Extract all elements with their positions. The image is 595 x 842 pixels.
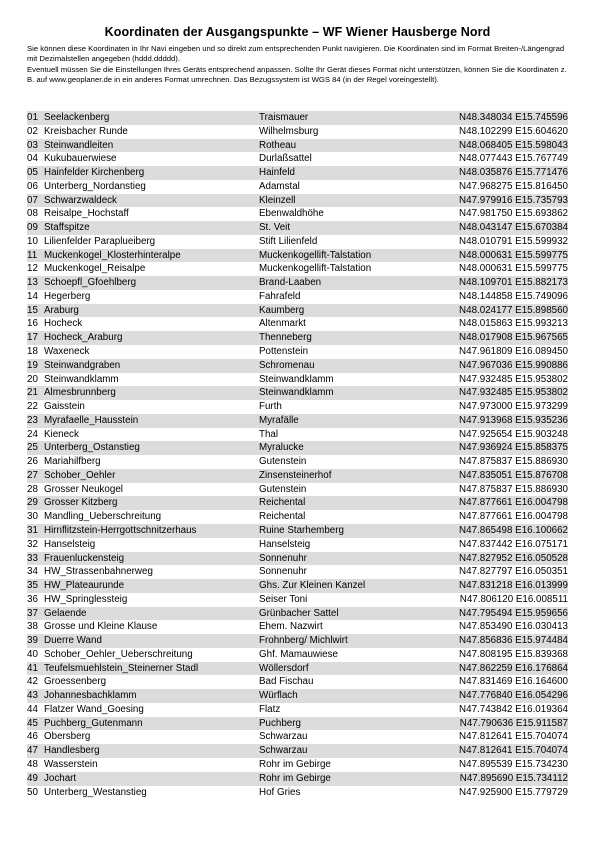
coordinates: N47.936924 E15.858375 — [444, 441, 568, 455]
trail-name: Handlesberg — [42, 744, 259, 758]
trail-name: Staffspitze — [42, 221, 259, 235]
start-location: Altenmarkt — [259, 317, 444, 331]
trail-name: Muckenkogel_Reisalpe — [42, 262, 259, 276]
trail-name: Kukubauerwiese — [42, 152, 259, 166]
table-row — [27, 428, 568, 442]
row-number: 39 — [27, 634, 42, 648]
document-page — [27, 24, 568, 798]
row-number: 28 — [27, 483, 42, 497]
coordinates: N47.856836 E15.974484 — [444, 634, 568, 648]
coordinates-table — [27, 111, 568, 799]
coordinates: N47.776840 E16.054296 — [444, 689, 568, 703]
start-location: Schwarzau — [259, 744, 444, 758]
table-row — [27, 304, 568, 318]
table-row — [27, 166, 568, 180]
trail-name: Flatzer Wand_Goesing — [42, 703, 259, 717]
coordinates: N48.348034 E15.745596 — [444, 111, 568, 125]
row-number: 37 — [27, 607, 42, 621]
row-number: 47 — [27, 744, 42, 758]
row-number: 07 — [27, 194, 42, 208]
coordinates: N47.967036 E15.990886 — [444, 359, 568, 373]
trail-name: HW_Plateaurunde — [42, 579, 259, 593]
start-location: Muckenkogellift-Talstation — [259, 249, 444, 263]
table-row — [27, 703, 568, 717]
trail-name: Hocheck — [42, 317, 259, 331]
table-row — [27, 744, 568, 758]
start-location: Zinsensteinerhof — [259, 469, 444, 483]
row-number: 26 — [27, 455, 42, 469]
start-location: Ghs. Zur Kleinen Kanzel — [259, 579, 444, 593]
start-location: Puchberg — [259, 717, 444, 731]
trail-name: Kieneck — [42, 428, 259, 442]
coordinates: N47.837442 E16.075171 — [444, 538, 568, 552]
table-row — [27, 414, 568, 428]
table-row — [27, 483, 568, 497]
trail-name: Steinwandgraben — [42, 359, 259, 373]
table-row — [27, 207, 568, 221]
coordinates: N47.925654 E15.903248 — [444, 428, 568, 442]
table-row — [27, 524, 568, 538]
table-row — [27, 717, 568, 731]
start-location: Ebenwaldhöhe — [259, 207, 444, 221]
start-location: Wilhelmsburg — [259, 125, 444, 139]
trail-name: HW_Springlessteig — [42, 593, 259, 607]
start-location: Pottenstein — [259, 345, 444, 359]
coordinates: N48.015863 E15.993213 — [444, 317, 568, 331]
trail-name: Grosser Neukogel — [42, 483, 259, 497]
table-row — [27, 552, 568, 566]
trail-name: Schober_Oehler — [42, 469, 259, 483]
coordinates: N47.831218 E16.013999 — [444, 579, 568, 593]
coordinates: N48.000631 E15.599775 — [444, 249, 568, 263]
start-location: Durlaßsattel — [259, 152, 444, 166]
table-row — [27, 125, 568, 139]
row-number: 24 — [27, 428, 42, 442]
row-number: 38 — [27, 620, 42, 634]
coordinates: N47.790636 E15.911587 — [444, 717, 568, 731]
coordinates: N47.913968 E15.935236 — [444, 414, 568, 428]
table-row — [27, 786, 568, 800]
trail-name: Schwarzwaldeck — [42, 194, 259, 208]
row-number: 29 — [27, 496, 42, 510]
table-row — [27, 565, 568, 579]
row-number: 20 — [27, 373, 42, 387]
row-number: 40 — [27, 648, 42, 662]
trail-name: Waxeneck — [42, 345, 259, 359]
trail-name: HW_Strassenbahnerweg — [42, 565, 259, 579]
start-location: Traismauer — [259, 111, 444, 125]
row-number: 01 — [27, 111, 42, 125]
trail-name: Schoepfl_Gfoehlberg — [42, 276, 259, 290]
row-number: 43 — [27, 689, 42, 703]
start-location: Grünbacher Sattel — [259, 607, 444, 621]
trail-name: Kreisbacher Runde — [42, 125, 259, 139]
trail-name: Steinwandleiten — [42, 139, 259, 153]
start-location: Gutenstein — [259, 455, 444, 469]
trail-name: Hegerberg — [42, 290, 259, 304]
table-row — [27, 538, 568, 552]
row-number: 33 — [27, 552, 42, 566]
trail-name: Frauenluckensteig — [42, 552, 259, 566]
trail-name: Teufelsmuehlstein_Steinerner Stadl — [42, 662, 259, 676]
coordinates: N47.875837 E15.886930 — [444, 483, 568, 497]
trail-name: Grosser Kitzberg — [42, 496, 259, 510]
start-location: Reichental — [259, 510, 444, 524]
start-location: Steinwandklamm — [259, 373, 444, 387]
coordinates: N48.000631 E15.599775 — [444, 262, 568, 276]
trail-name: Mandling_Ueberschreitung — [42, 510, 259, 524]
row-number: 50 — [27, 786, 42, 800]
intro-paragraph-2: Eventuell müssen Sie die Einstellungen Ihres Geräts entsprechend anpassen. Sollte Ihr Gerät dieses Format nicht unterstützen, können Sie die Koordinaten z. B. auf www.geoplaner.de in ein anderes Format umrechnen. Das Bezugssystem ist WGS 84 (in der Regel voreingestellt). — [27, 64, 567, 85]
trail-name: Myrafaelle_Hausstein — [42, 414, 259, 428]
trail-name: Hainfelder Kirchenberg — [42, 166, 259, 180]
row-number: 44 — [27, 703, 42, 717]
coordinates: N48.035876 E15.771476 — [444, 166, 568, 180]
trail-name: Mariahilfberg — [42, 455, 259, 469]
row-number: 04 — [27, 152, 42, 166]
row-number: 16 — [27, 317, 42, 331]
start-location: Hof Gries — [259, 786, 444, 800]
coordinates: N48.043147 E15.670384 — [444, 221, 568, 235]
row-number: 32 — [27, 538, 42, 552]
start-location: Ghf. Mamauwiese — [259, 648, 444, 662]
table-row — [27, 180, 568, 194]
start-location: Flatz — [259, 703, 444, 717]
start-location: Rohr im Gebirge — [259, 758, 444, 772]
row-number: 03 — [27, 139, 42, 153]
table-row — [27, 496, 568, 510]
coordinates: N47.808195 E15.839368 — [444, 648, 568, 662]
trail-name: Wasserstein — [42, 758, 259, 772]
start-location: Gutenstein — [259, 483, 444, 497]
row-number: 10 — [27, 235, 42, 249]
row-number: 45 — [27, 717, 42, 731]
row-number: 49 — [27, 772, 42, 786]
table-row — [27, 607, 568, 621]
start-location: Wöllersdorf — [259, 662, 444, 676]
row-number: 22 — [27, 400, 42, 414]
trail-name: Unterberg_Ostanstieg — [42, 441, 259, 455]
start-location: Bad Fischau — [259, 675, 444, 689]
trail-name: Steinwandklamm — [42, 373, 259, 387]
trail-name: Unterberg_Westanstieg — [42, 786, 259, 800]
start-location: Seiser Toni — [259, 593, 444, 607]
start-location: Hainfeld — [259, 166, 444, 180]
row-number: 23 — [27, 414, 42, 428]
coordinates: N48.109701 E15.882173 — [444, 276, 568, 290]
coordinates: N47.981750 E15.693862 — [444, 207, 568, 221]
table-row — [27, 276, 568, 290]
intro-text — [27, 44, 568, 86]
trail-name: Araburg — [42, 304, 259, 318]
start-location: Ruine Starhemberg — [259, 524, 444, 538]
start-location: Brand-Laaben — [259, 276, 444, 290]
coordinates: N47.806120 E16.008511 — [444, 593, 568, 607]
row-number: 18 — [27, 345, 42, 359]
trail-name: Seelackenberg — [42, 111, 259, 125]
coordinates: N47.961809 E16.089450 — [444, 345, 568, 359]
coordinates: N47.827952 E16.050528 — [444, 552, 568, 566]
start-location: Thenneberg — [259, 331, 444, 345]
coordinates: N48.010791 E15.599932 — [444, 235, 568, 249]
row-number: 27 — [27, 469, 42, 483]
coordinates: N47.925900 E15.779729 — [444, 786, 568, 800]
row-number: 48 — [27, 758, 42, 772]
trail-name: Almesbrunnberg — [42, 386, 259, 400]
table-row — [27, 455, 568, 469]
coordinates: N47.743842 E16.019364 — [444, 703, 568, 717]
table-row — [27, 620, 568, 634]
start-location: St. Veit — [259, 221, 444, 235]
table-row — [27, 249, 568, 263]
table-row — [27, 331, 568, 345]
start-location: Myralucke — [259, 441, 444, 455]
coordinates: N47.932485 E15.953802 — [444, 386, 568, 400]
coordinates: N47.812641 E15.704074 — [444, 730, 568, 744]
start-location: Ehem. Nazwirt — [259, 620, 444, 634]
coordinates: N48.024177 E15.898560 — [444, 304, 568, 318]
trail-name: Gaisstein — [42, 400, 259, 414]
row-number: 21 — [27, 386, 42, 400]
trail-name: Groessenberg — [42, 675, 259, 689]
coordinates: N47.827797 E16.050351 — [444, 565, 568, 579]
coordinates: N48.068405 E15.598043 — [444, 139, 568, 153]
table-row — [27, 400, 568, 414]
trail-name: Lilienfelder Paraplueiberg — [42, 235, 259, 249]
table-row — [27, 262, 568, 276]
table-row — [27, 359, 568, 373]
trail-name: Grosse und Kleine Klause — [42, 620, 259, 634]
coordinates: N47.968275 E15.816450 — [444, 180, 568, 194]
row-number: 42 — [27, 675, 42, 689]
row-number: 46 — [27, 730, 42, 744]
trail-name: Hocheck_Araburg — [42, 331, 259, 345]
table-row — [27, 194, 568, 208]
coordinates: N47.865498 E16.100662 — [444, 524, 568, 538]
coordinates: N47.795494 E15.959656 — [444, 607, 568, 621]
trail-name: Muckenkogel_Klosterhinteralpe — [42, 249, 259, 263]
table-row — [27, 634, 568, 648]
row-number: 13 — [27, 276, 42, 290]
row-number: 08 — [27, 207, 42, 221]
start-location: Muckenkogellift-Talstation — [259, 262, 444, 276]
table-row — [27, 373, 568, 387]
coordinates: N48.077443 E15.767749 — [444, 152, 568, 166]
coordinates: N47.853490 E16.030413 — [444, 620, 568, 634]
trail-name: Duerre Wand — [42, 634, 259, 648]
row-number: 09 — [27, 221, 42, 235]
coordinates: N48.144858 E15.749096 — [444, 290, 568, 304]
start-location: Myrafälle — [259, 414, 444, 428]
table-row — [27, 758, 568, 772]
start-location: Schwarzau — [259, 730, 444, 744]
table-row — [27, 675, 568, 689]
table-row — [27, 689, 568, 703]
row-number: 36 — [27, 593, 42, 607]
page-title: Koordinaten der Ausgangspunkte – WF Wiener Hausberge Nord — [104, 25, 491, 39]
trail-name: Gelaende — [42, 607, 259, 621]
start-location: Adamstal — [259, 180, 444, 194]
table-row — [27, 579, 568, 593]
table-row — [27, 290, 568, 304]
trail-name: Schober_Oehler_Ueberschreitung — [42, 648, 259, 662]
row-number: 25 — [27, 441, 42, 455]
start-location: Thal — [259, 428, 444, 442]
table-row — [27, 469, 568, 483]
table-row — [27, 441, 568, 455]
trail-name: Jochart — [42, 772, 259, 786]
coordinates: N48.017908 E15.967565 — [444, 331, 568, 345]
start-location: Würflach — [259, 689, 444, 703]
trail-name: Puchberg_Gutenmann — [42, 717, 259, 731]
row-number: 17 — [27, 331, 42, 345]
coordinates: N47.895690 E15.734112 — [444, 772, 568, 786]
table-row — [27, 662, 568, 676]
row-number: 30 — [27, 510, 42, 524]
row-number: 31 — [27, 524, 42, 538]
table-row — [27, 593, 568, 607]
coordinates: N47.877661 E16.004798 — [444, 496, 568, 510]
start-location: Fahrafeld — [259, 290, 444, 304]
start-location: Kleinzell — [259, 194, 444, 208]
start-location: Kaumberg — [259, 304, 444, 318]
coordinates: N47.831469 E16.164600 — [444, 675, 568, 689]
coordinates: N47.812641 E15.704074 — [444, 744, 568, 758]
start-location: Reichental — [259, 496, 444, 510]
row-number: 34 — [27, 565, 42, 579]
table-row — [27, 221, 568, 235]
table-row — [27, 235, 568, 249]
start-location: Frohnberg/ Michlwirt — [259, 634, 444, 648]
table-row — [27, 139, 568, 153]
row-number: 19 — [27, 359, 42, 373]
row-number: 05 — [27, 166, 42, 180]
row-number: 41 — [27, 662, 42, 676]
coordinates: N47.835051 E15.876708 — [444, 469, 568, 483]
row-number: 06 — [27, 180, 42, 194]
coordinates: N48.102299 E15.604620 — [444, 125, 568, 139]
trail-name: Johannesbachklamm — [42, 689, 259, 703]
table-row — [27, 386, 568, 400]
trail-name: Hanselsteig — [42, 538, 259, 552]
table-row — [27, 317, 568, 331]
table-row — [27, 772, 568, 786]
coordinates: N47.979916 E15.735793 — [444, 194, 568, 208]
start-location: Stift Lilienfeld — [259, 235, 444, 249]
row-number: 15 — [27, 304, 42, 318]
table-row — [27, 152, 568, 166]
table-row — [27, 345, 568, 359]
coordinates: N47.862259 E16.176864 — [444, 662, 568, 676]
table-row — [27, 510, 568, 524]
trail-name: Obersberg — [42, 730, 259, 744]
coordinates: N47.895539 E15.734230 — [444, 758, 568, 772]
row-number: 11 — [27, 249, 42, 263]
trail-name: Reisalpe_Hochstaff — [42, 207, 259, 221]
coordinates: N47.932485 E15.953802 — [444, 373, 568, 387]
coordinates: N47.973000 E15.973299 — [444, 400, 568, 414]
start-location: Schromenau — [259, 359, 444, 373]
start-location: Hanselsteig — [259, 538, 444, 552]
coordinates: N47.875837 E15.886930 — [444, 455, 568, 469]
start-location: Sonnenuhr — [259, 552, 444, 566]
coordinates: N47.877661 E16.004798 — [444, 510, 568, 524]
trail-name: Hirnflitzstein-Herrgottschnitzerhaus — [42, 524, 259, 538]
start-location: Sonnenuhr — [259, 565, 444, 579]
start-location: Rohr im Gebirge — [259, 772, 444, 786]
start-location: Rotheau — [259, 139, 444, 153]
start-location: Furth — [259, 400, 444, 414]
intro-paragraph-1: Sie können diese Koordinaten in Ihr Navi eingeben und so direkt zum entsprechenden Punkt navigieren. Die Koordinaten sind im Format Breiten-/Längengrad mit Dezimalstellen angegeben (hddd.ddddd). — [27, 44, 565, 64]
row-number: 35 — [27, 579, 42, 593]
row-number: 02 — [27, 125, 42, 139]
row-number: 12 — [27, 262, 42, 276]
table-row — [27, 648, 568, 662]
table-row — [27, 730, 568, 744]
trail-name: Unterberg_Nordanstieg — [42, 180, 259, 194]
table-row — [27, 111, 568, 125]
start-location: Steinwandklamm — [259, 386, 444, 400]
row-number: 14 — [27, 290, 42, 304]
